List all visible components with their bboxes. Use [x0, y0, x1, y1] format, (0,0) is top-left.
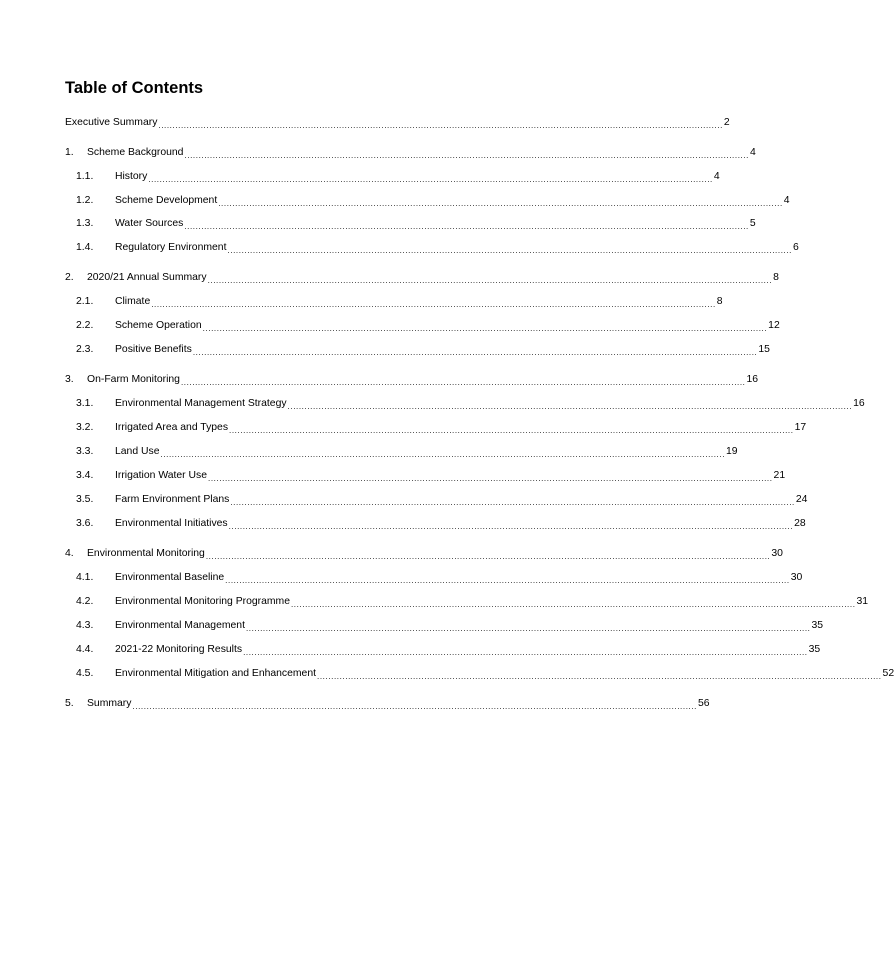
toc-entry-number: 4.1.	[76, 572, 94, 583]
toc-entry-number: 4.3.	[76, 620, 94, 631]
toc-leader-dots: ........................................................................................................................................................................................................	[245, 624, 811, 633]
toc-entry-number: 3.1.	[76, 398, 94, 409]
toc-entry-page: 5	[749, 218, 756, 229]
toc-entry[interactable]	[65, 342, 770, 358]
toc-entry[interactable]	[65, 642, 821, 658]
toc-leader-dots: ........................................................................................................................................................................................................	[184, 222, 749, 231]
toc-entry-label: Environmental Management Strategy	[115, 398, 287, 409]
toc-entry-page: 21	[773, 470, 786, 481]
toc-entry-label: On-Farm Monitoring	[87, 374, 180, 385]
toc-entry-number: 1.1.	[76, 171, 94, 182]
toc-entry-label: Scheme Background	[87, 147, 184, 158]
toc-entry-label: Land Use	[115, 446, 160, 457]
toc-entry-number: 2.3.	[76, 344, 94, 355]
toc-entry-page: 24	[795, 494, 808, 505]
toc-entry-number: 2.1.	[76, 296, 94, 307]
toc-entry[interactable]	[65, 193, 790, 209]
toc-leader-dots: ........................................................................................................................................................................................................	[180, 378, 746, 387]
toc-entry-number: 3.3.	[76, 446, 94, 457]
toc-entry-label: 2020/21 Annual Summary	[87, 272, 207, 283]
toc-entry-number: 3.4.	[76, 470, 94, 481]
toc-entry-number: 3.	[65, 374, 74, 385]
toc-entry-label: Environmental Monitoring	[87, 548, 205, 559]
toc-entry-label: Regulatory Environment	[115, 242, 227, 253]
toc-entry[interactable]	[65, 372, 759, 388]
toc-entry-number: 1.4.	[76, 242, 94, 253]
toc-leader-dots: ........................................................................................................................................................................................................	[192, 348, 758, 357]
toc-entry[interactable]	[65, 618, 824, 634]
toc-entry-number: 1.	[65, 147, 74, 158]
toc-entry-number: 2.	[65, 272, 74, 283]
toc-entry-page: 2	[723, 117, 730, 128]
toc-entry-page: 35	[811, 620, 824, 631]
toc-entry-page: 17	[794, 422, 807, 433]
toc-entry[interactable]	[65, 294, 723, 310]
toc-entry-page: 30	[790, 572, 803, 583]
toc-leader-dots: ........................................................................................................................................................................................................	[287, 402, 853, 411]
toc-leader-dots: ........................................................................................................................................................................................................	[225, 576, 790, 585]
toc-entry[interactable]	[65, 570, 803, 586]
toc-entry-label: Irrigated Area and Types	[115, 422, 229, 433]
toc-entry-number: 3.6.	[76, 518, 94, 529]
toc-entry-label: History	[115, 171, 148, 182]
toc-entry-label: Executive Summary	[65, 117, 158, 128]
toc-entry[interactable]	[65, 516, 806, 532]
toc-entry[interactable]	[65, 420, 807, 436]
toc-entry-page: 19	[726, 446, 738, 457]
toc-entry-label: 2021-22 Monitoring Results	[115, 644, 243, 655]
toc-leader-dots: ........................................................................................................................................................................................................	[160, 450, 726, 459]
toc-entry[interactable]	[65, 492, 808, 508]
toc-leader-dots: ........................................................................................................................................................................................................	[202, 324, 768, 333]
toc-entry[interactable]	[65, 270, 779, 286]
toc-entry[interactable]	[65, 396, 865, 412]
toc-entry-label: Positive Benefits	[115, 344, 192, 355]
toc-leader-dots: ........................................................................................................................................................................................................	[317, 672, 882, 681]
toc-entry[interactable]	[65, 696, 710, 712]
toc-leader-dots: ........................................................................................................................................................................................................	[132, 702, 697, 711]
toc-entry-label: Irrigation Water Use	[115, 470, 208, 481]
toc-leader-dots: ........................................................................................................................................................................................................	[229, 426, 794, 435]
toc-entry[interactable]	[65, 145, 756, 161]
toc-entry-page: 8	[716, 296, 723, 307]
toc-entry-number: 5.	[65, 698, 74, 709]
toc-entry-label: Environmental Monitoring Programme	[115, 596, 290, 607]
toc-entry-label: Environmental Baseline	[115, 572, 225, 583]
toc-entry-number: 1.3.	[76, 218, 94, 229]
toc-entry-page: 15	[758, 344, 770, 355]
toc-entry-number: 4.	[65, 548, 74, 559]
toc-leader-dots: ........................................................................................................................................................................................................	[205, 552, 771, 561]
toc-entry-number: 3.5.	[76, 494, 94, 505]
toc-entry-page: 16	[853, 398, 865, 409]
toc-entry-label: Farm Environment Plans	[115, 494, 230, 505]
toc-entry[interactable]	[65, 666, 894, 682]
toc-entry-label: Scheme Operation	[115, 320, 202, 331]
toc-leader-dots: ........................................................................................................................................................................................................	[151, 300, 716, 309]
toc-leader-dots: ........................................................................................................................................................................................................	[218, 199, 783, 208]
toc-leader-dots: ........................................................................................................................................................................................................	[230, 498, 795, 507]
toc-entry-number: 2.2.	[76, 320, 94, 331]
toc-entry-page: 16	[746, 374, 759, 385]
toc-entry[interactable]	[65, 216, 756, 232]
toc-leader-dots: ........................................................................................................................................................................................................	[208, 474, 773, 483]
toc-leader-dots: ........................................................................................................................................................................................................	[227, 246, 792, 255]
toc-entry-label: Environmental Management	[115, 620, 245, 631]
toc-leader-dots: ........................................................................................................................................................................................................	[228, 522, 794, 531]
toc-entry-label: Climate	[115, 296, 151, 307]
toc-entry-page: 6	[793, 242, 799, 253]
toc-entry[interactable]	[65, 169, 720, 185]
toc-entry[interactable]	[65, 318, 780, 334]
toc-entry-number: 4.5.	[76, 668, 94, 679]
toc-leader-dots: ........................................................................................................................................................................................................	[207, 276, 773, 285]
toc-entry-number: 3.2.	[76, 422, 94, 433]
toc-entry-page: 35	[808, 644, 821, 655]
toc-entry[interactable]	[65, 468, 786, 484]
toc-entry-page: 28	[794, 518, 806, 529]
toc-entry-label: Environmental Initiatives	[115, 518, 228, 529]
toc-leader-dots: ........................................................................................................................................................................................................	[184, 151, 749, 160]
toc-entry-label: Scheme Development	[115, 195, 218, 206]
toc-entry-page: 4	[783, 195, 790, 206]
toc-entry-page: 4	[750, 147, 756, 158]
page-title: Table of Contents	[65, 79, 204, 97]
toc-entry-label: Summary	[87, 698, 132, 709]
toc-entry[interactable]	[65, 594, 869, 610]
toc-entry[interactable]	[65, 115, 730, 131]
toc-entry-page: 56	[698, 698, 710, 709]
toc-leader-dots: ........................................................................................................................................................................................................	[243, 648, 808, 657]
toc-entry-number: 1.2.	[76, 195, 94, 206]
toc-entry[interactable]	[65, 240, 799, 256]
toc-entry-label: Water Sources	[115, 218, 184, 229]
toc-entry[interactable]	[65, 546, 783, 562]
toc-entry-number: 4.2.	[76, 596, 94, 607]
toc-entry-label: Environmental Mitigation and Enhancement	[115, 668, 317, 679]
toc-entry-page: 31	[856, 596, 869, 607]
toc-entry-page: 52	[882, 668, 894, 679]
toc-leader-dots: ........................................................................................................................................................................................................	[158, 121, 723, 130]
toc-leader-dots: ........................................................................................................................................................................................................	[148, 175, 713, 184]
toc-entry-page: 30	[771, 548, 783, 559]
toc-entry[interactable]	[65, 444, 738, 460]
toc-entry-page: 12	[768, 320, 780, 331]
toc-leader-dots: ........................................................................................................................................................................................................	[290, 600, 856, 609]
toc-entry-page: 8	[773, 272, 779, 283]
toc-entry-page: 4	[713, 171, 720, 182]
toc-entry-number: 4.4.	[76, 644, 94, 655]
